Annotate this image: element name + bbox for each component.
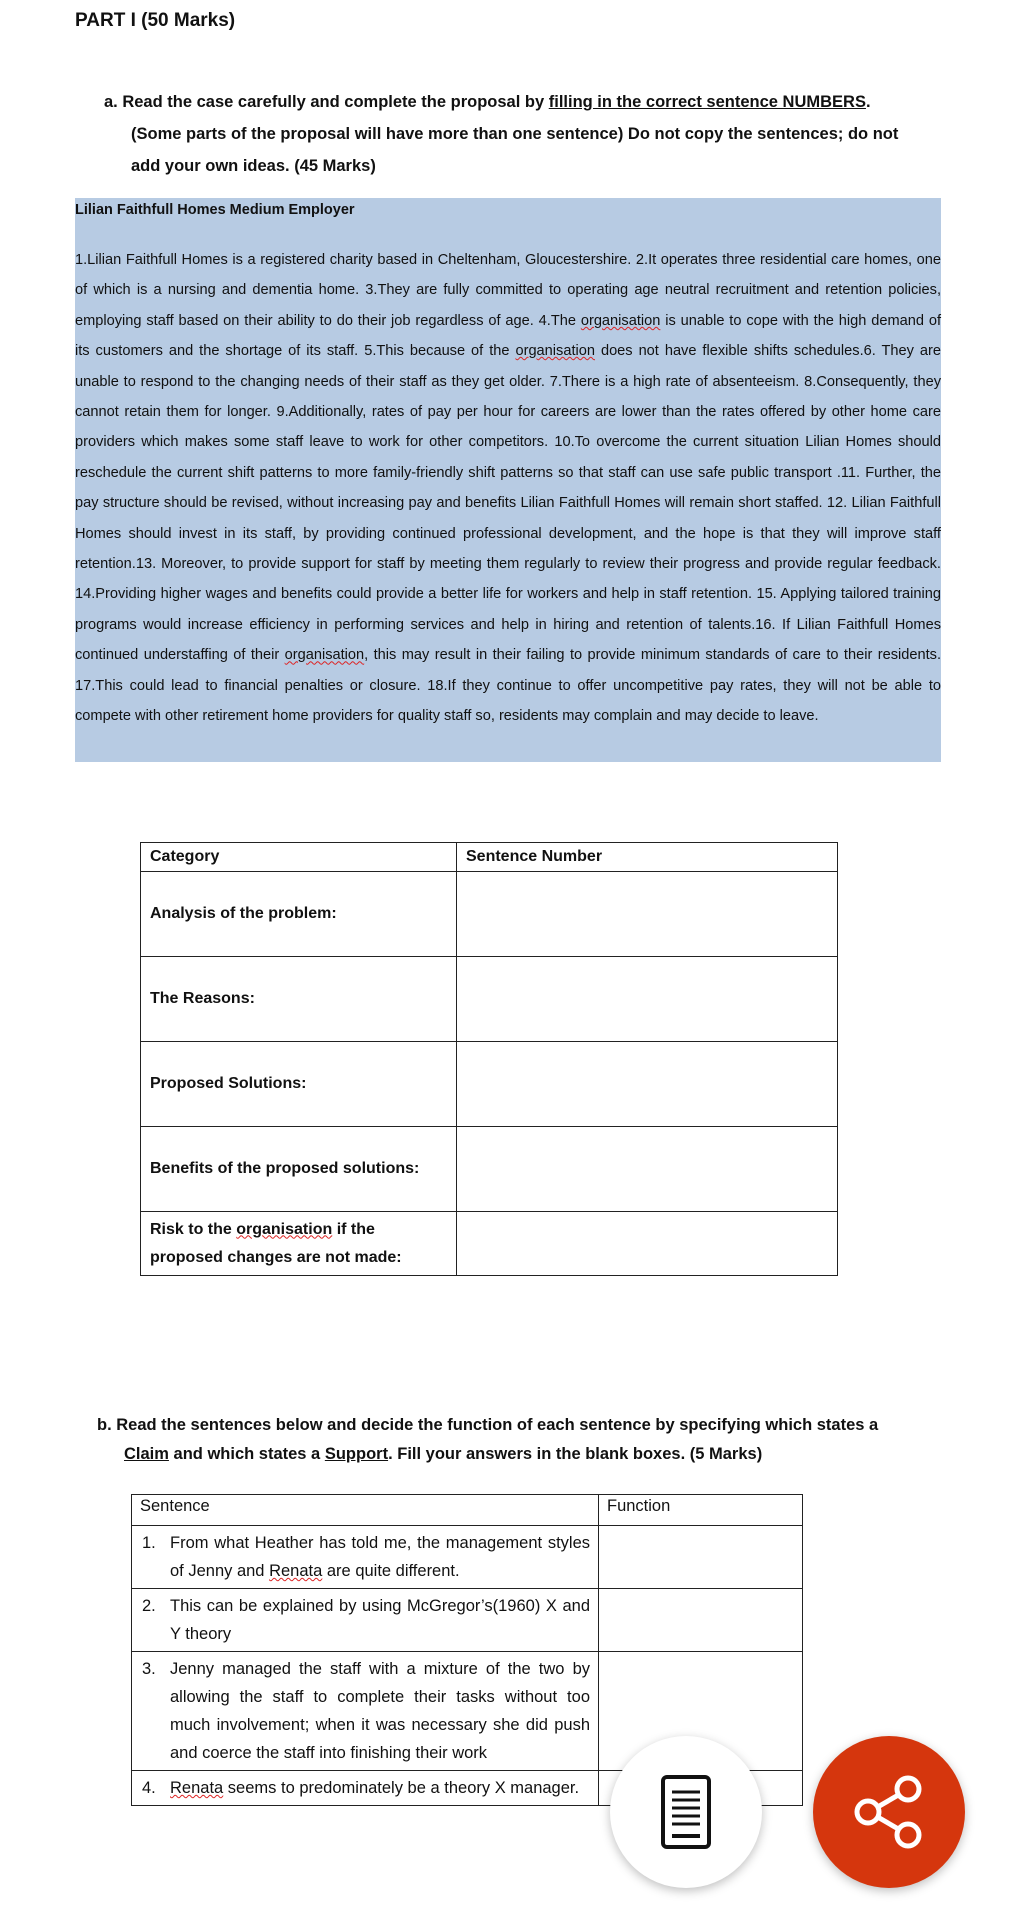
function-answer-cell[interactable] bbox=[599, 1589, 803, 1652]
case-text bbox=[75, 245, 941, 732]
table-row bbox=[141, 1042, 838, 1127]
spellcheck-word: organisation bbox=[515, 343, 595, 360]
question-b bbox=[97, 1411, 922, 1469]
sentence-number: 3. bbox=[142, 1660, 156, 1678]
case-title: Lilian Faithfull Homes Medium Employer bbox=[75, 202, 355, 218]
question-b-text: b. Read the sentences below and decide the function of each sentence by specifying which states a bbox=[97, 1416, 879, 1434]
sentence-number: 1. bbox=[142, 1534, 156, 1552]
risk-text-end: if the proposed changes are not made: bbox=[150, 1220, 402, 1266]
question-b-text-3: . Fill your answers in the blank boxes. (5 Marks) bbox=[388, 1445, 763, 1463]
sentence-text: From what Heather has told me, the management styles of Jenny and bbox=[170, 1534, 590, 1580]
sentence-cell bbox=[132, 1589, 599, 1652]
share-button[interactable] bbox=[813, 1736, 965, 1888]
case-text-part-1: 1.Lilian Faithfull Homes is a registered charity based in Cheltenham, Gloucestershire. 2.It operates three residential care homes, one of which is a nursing and dementia home. 3.They are fully committed to operating age neutral recruitment and retention policies, employing staff based on their ability to do their job regardless of age. 4.The bbox=[75, 252, 941, 329]
category-analysis: Analysis of the problem: bbox=[141, 872, 457, 957]
case-text-part-2: is unable to cope with the high demand of its customers and the shortage of its staff. 5.This because of the bbox=[75, 312, 941, 360]
case-text-part-3: does not have flexible shifts schedules.6. They are unable to respond to the changing needs of their staff as they get older. 7.There is a high rate of absenteeism. 8.Consequently, they cannot retain them for longer. 9.Additionally, rates of pay per hour for careers are lower than the rates offered by other home care providers which makes some staff leave to work for other competitors. 10.To overcome the current situation Lilian Homes should reschedule the current shift patterns to more family-friendly shift patterns so that staff can use safe public transport .11. Further, the pay structure should be revised, without increasing pay and benefits Lilian Faithfull Homes will remain short staffed. 12. Lilian Faithfull Homes should invest in its staff, by providing continued professional development, and the hope is that they will improve staff retention.13. Moreover, to provide support for staff by meeting them regularly to review their progress and provide regular feedback. 14.Providing higher wages and benefits could provide a better life for workers and help in staff retention. 15. Applying tailored training programs would increase efficiency in performing services and help in hiring and retention of talents.16. If Lilian Faithfull Homes continued understaffing of their bbox=[75, 343, 942, 664]
sentence-text-end: seems to predominately be a theory X manager. bbox=[223, 1779, 580, 1797]
table-row bbox=[141, 957, 838, 1042]
category-benefits: Benefits of the proposed solutions: bbox=[141, 1127, 457, 1212]
answer-cell[interactable] bbox=[457, 872, 838, 957]
sentence-cell bbox=[132, 1526, 599, 1589]
header-sentence-number: Sentence Number bbox=[457, 843, 838, 872]
sentence-text-end: are quite different. bbox=[322, 1562, 460, 1580]
function-answer-cell[interactable] bbox=[599, 1526, 803, 1589]
spellcheck-word: Renata bbox=[170, 1779, 224, 1797]
category-solutions: Proposed Solutions: bbox=[141, 1042, 457, 1127]
spellcheck-word: Renata bbox=[269, 1562, 323, 1580]
sentence-text: Jenny managed the staff with a mixture of the two by allowing the staff to complete their tasks without too much involvement; when it was necessary she did push and coerce the staff into finishing their work bbox=[170, 1660, 590, 1762]
proposal-table bbox=[140, 842, 838, 1276]
table-header-row bbox=[132, 1495, 803, 1526]
answer-cell[interactable] bbox=[457, 1212, 838, 1276]
sentence-number: 2. bbox=[142, 1597, 156, 1615]
case-text-part-4: , this may result in their failing to provide minimum standards of care to their residents. 17.This could lead to financial penalties or closure. 18.If they continue to offer uncompetitive pay rates, they will not be able to compete with other retirement home providers for quality staff so, residents may complain and may decide to leave. bbox=[75, 647, 941, 725]
spellcheck-word: organisation bbox=[284, 647, 365, 664]
case-study-highlight bbox=[75, 198, 941, 762]
question-b-text-2: and which states a bbox=[168, 1445, 325, 1463]
claim-word: Claim bbox=[124, 1445, 169, 1463]
category-risk bbox=[141, 1212, 457, 1276]
support-word: Support bbox=[324, 1445, 389, 1463]
answer-cell[interactable] bbox=[457, 1127, 838, 1212]
table-row bbox=[141, 1127, 838, 1212]
reader-mode-icon bbox=[660, 1774, 712, 1850]
table-row bbox=[141, 1212, 838, 1276]
share-icon bbox=[851, 1774, 927, 1850]
header-category: Category bbox=[141, 843, 457, 872]
answer-cell[interactable] bbox=[457, 1042, 838, 1127]
table-row bbox=[132, 1526, 803, 1589]
sentence-cell bbox=[132, 1771, 599, 1806]
sentence-number: 4. bbox=[142, 1779, 156, 1797]
header-sentence: Sentence bbox=[132, 1495, 599, 1526]
sentence-cell bbox=[132, 1652, 599, 1771]
header-function: Function bbox=[599, 1495, 803, 1526]
table-row bbox=[141, 872, 838, 957]
risk-text: Risk to the bbox=[150, 1220, 237, 1238]
spellcheck-word: organisation bbox=[580, 312, 661, 329]
sentence-text: This can be explained by using McGregor’s(1960) X and Y theory bbox=[170, 1597, 590, 1643]
question-a bbox=[104, 86, 919, 182]
answer-cell[interactable] bbox=[457, 957, 838, 1042]
part-title: PART I (50 Marks) bbox=[75, 10, 236, 31]
category-reasons: The Reasons: bbox=[141, 957, 457, 1042]
question-a-text: a. Read the case carefully and complete the proposal by bbox=[104, 93, 549, 111]
table-header-row bbox=[141, 843, 838, 872]
reader-mode-button[interactable] bbox=[610, 1736, 762, 1888]
spellcheck-word: organisation bbox=[236, 1220, 333, 1238]
question-a-suffix: . (Some parts of the proposal will have more than one sentence) Do not copy the sentences; do not add your own ideas. (45 Marks) bbox=[131, 93, 899, 175]
table-row bbox=[132, 1589, 803, 1652]
question-a-underlined: filling in the correct sentence NUMBERS bbox=[548, 93, 866, 111]
